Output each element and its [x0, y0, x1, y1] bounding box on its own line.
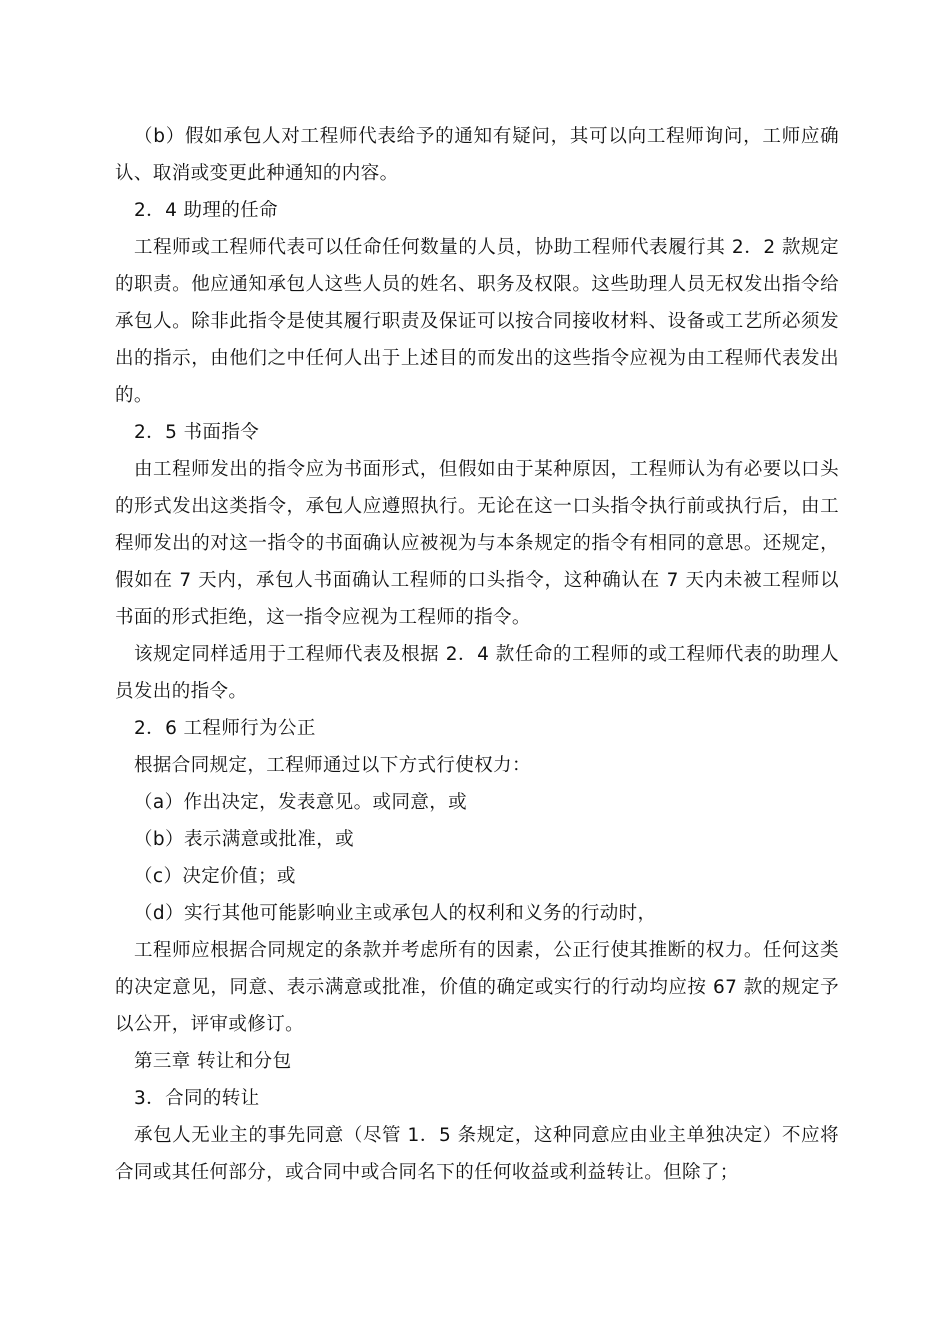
list-item-b: （b）表示满意或批准，或: [134, 829, 355, 850]
paragraph-powers-intro: 根据合同规定，工程师通过以下方式行使权力：: [134, 755, 531, 776]
paragraph-notice-query: （b）假如承包人对工程师代表给予的通知有疑问，其可以向工程师询问，工师应确认、取消或变更此种通知的内容。: [115, 126, 839, 184]
section-heading-3: 3．合同的转让: [134, 1088, 260, 1109]
section-heading-2-5: 2．5 书面指令: [134, 422, 260, 443]
paragraph-assistant-appointment: 工程师或工程师代表可以任命任何数量的人员，协助工程师代表履行其 2．2 款规定的职责。他应通知承包人这些人员的姓名、职务及权限。这些助理人员无权发出指令给承包人。除非此指令是使其履行职责及保证可以按合同接收材料、设备或工艺所必须发出的指示，由他们之中任何人出于上述目的而发出的这些指令应视为由工程师代表发出的。: [115, 237, 839, 406]
list-item-d: （d）实行其他可能影响业主或承包人的权利和义务的行动时，: [134, 903, 657, 924]
list-item-c: （c）决定价值；或: [134, 866, 296, 887]
paragraph-written-instructions: 由工程师发出的指令应为书面形式，但假如由于某种原因，工程师认为有必要以口头的形式发出这类指令，承包人应遵照执行。无论在这一口头指令执行前或执行后，由工程师发出的对这一指令的书面确认应被视为与本条规定的指令有相同的意思。还规定，假如在 7 天内，承包人书面确认工程师的口头指令，这种确认在 7 天内未被工程师以书面的形式拒绝，这一指令应视为工程师的指令。: [115, 459, 839, 628]
section-heading-2-6: 2．6 工程师行为公正: [134, 718, 316, 739]
paragraph-applies-to-representatives: 该规定同样适用于工程师代表及根据 2．4 款任命的工程师的或工程师代表的助理人员发出的指令。: [115, 644, 839, 702]
chapter-heading-3: 第三章 转让和分包: [134, 1051, 292, 1072]
section-heading-2-4: 2．4 助理的任命: [134, 200, 279, 221]
paragraph-assignment: 承包人无业主的事先同意（尽管 1．5 条规定，这种同意应由业主单独决定）不应将合同或其任何部分，或合同中或合同名下的任何收益或利益转让。但除了；: [115, 1125, 839, 1183]
document-body: [115, 118, 839, 1191]
list-item-a: （a）作出决定，发表意见。或同意，或: [134, 792, 468, 813]
paragraph-impartial-exercise: 工程师应根据合同规定的条款并考虑所有的因素，公正行使其推断的权力。任何这类的决定意见，同意、表示满意或批准，价值的确定或实行的行动均应按 67 款的规定予以公开，评审或修订。: [115, 940, 839, 1035]
